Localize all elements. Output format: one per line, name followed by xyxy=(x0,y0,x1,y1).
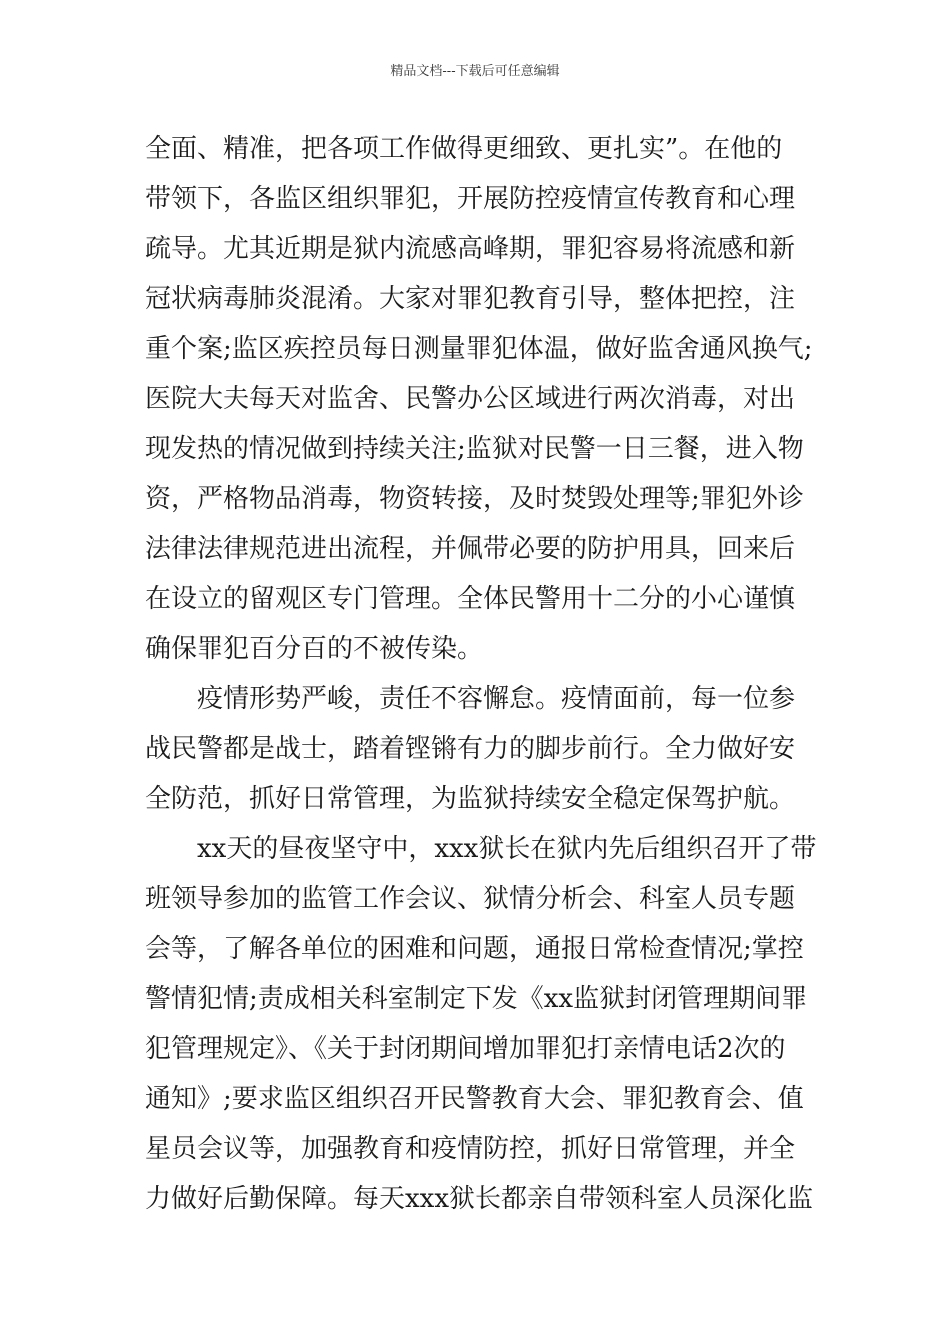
paragraph-1 xyxy=(145,124,813,674)
text-line: xx天的昼夜坚守中，xxx狱长在狱内先后组织召开了带 xyxy=(197,834,817,864)
text-line: 资，严格物品消毒，物资转接，及时焚毁处理等;罪犯外诊 xyxy=(145,484,804,514)
text-line: 通知》;要求监区组织召开民警教育大会、罪犯教育会、值 xyxy=(145,1084,804,1114)
text-line: 全面、精准，把各项工作做得更细致、更扎实”。在他的 xyxy=(145,134,783,164)
text-line: 警情犯情;责成相关科室制定下发《xx监狱封闭管理期间罪 xyxy=(145,984,808,1014)
page-header: 精品文档---下载后可任意编辑 xyxy=(390,64,560,79)
text-line: 全防范，抓好日常管理，为监狱持续安全稳定保驾护航。 xyxy=(145,784,796,814)
paragraph-2 xyxy=(145,674,813,824)
text-line: 班领导参加的监管工作会议、狱情分析会、科室人员专题 xyxy=(145,884,796,914)
text-line: 重个案;监区疾控员每日测量罪犯体温，做好监舍通风换气; xyxy=(145,334,813,364)
text-line: 会等，了解各单位的困难和问题，通报日常检查情况;掌控 xyxy=(145,934,804,964)
text-line: 医院大夫每天对监舍、民警办公区域进行两次消毒，对出 xyxy=(145,384,796,414)
text-line: 法律法律规范进出流程，并佩带必要的防护用具，回来后 xyxy=(145,534,796,564)
text-line: 力做好后勤保障。每天xxx狱长都亲自带领科室人员深化监 xyxy=(145,1184,813,1214)
text-line: 确保罪犯百分百的不被传染。 xyxy=(145,634,484,664)
text-line: 星员会议等，加强教育和疫情防控，抓好日常管理，并全 xyxy=(145,1134,796,1164)
text-line: 现发热的情况做到持续关注;监狱对民警一日三餐，进入物 xyxy=(145,434,804,464)
text-line: 战民警都是战士，踏着铿锵有力的脚步前行。全力做好安 xyxy=(145,734,796,764)
paragraph-3 xyxy=(145,824,817,1224)
text-line: 疏导。尤其近期是狱内流感高峰期，罪犯容易将流感和新 xyxy=(145,234,796,264)
text-line: 犯管理规定》、《关于封闭期间增加罪犯打亲情电话2次的 xyxy=(145,1034,786,1064)
text-line: 疫情形势严峻，责任不容懈怠。疫情面前，每一位参 xyxy=(197,684,796,714)
text-line: 冠状病毒肺炎混淆。大家对罪犯教育引导，整体把控，注 xyxy=(145,284,796,314)
document-body xyxy=(145,124,817,1224)
text-line: 带领下，各监区组织罪犯，开展防控疫情宣传教育和心理 xyxy=(145,184,796,214)
text-line: 在设立的留观区专门管理。全体民警用十二分的小心谨慎 xyxy=(145,584,796,614)
